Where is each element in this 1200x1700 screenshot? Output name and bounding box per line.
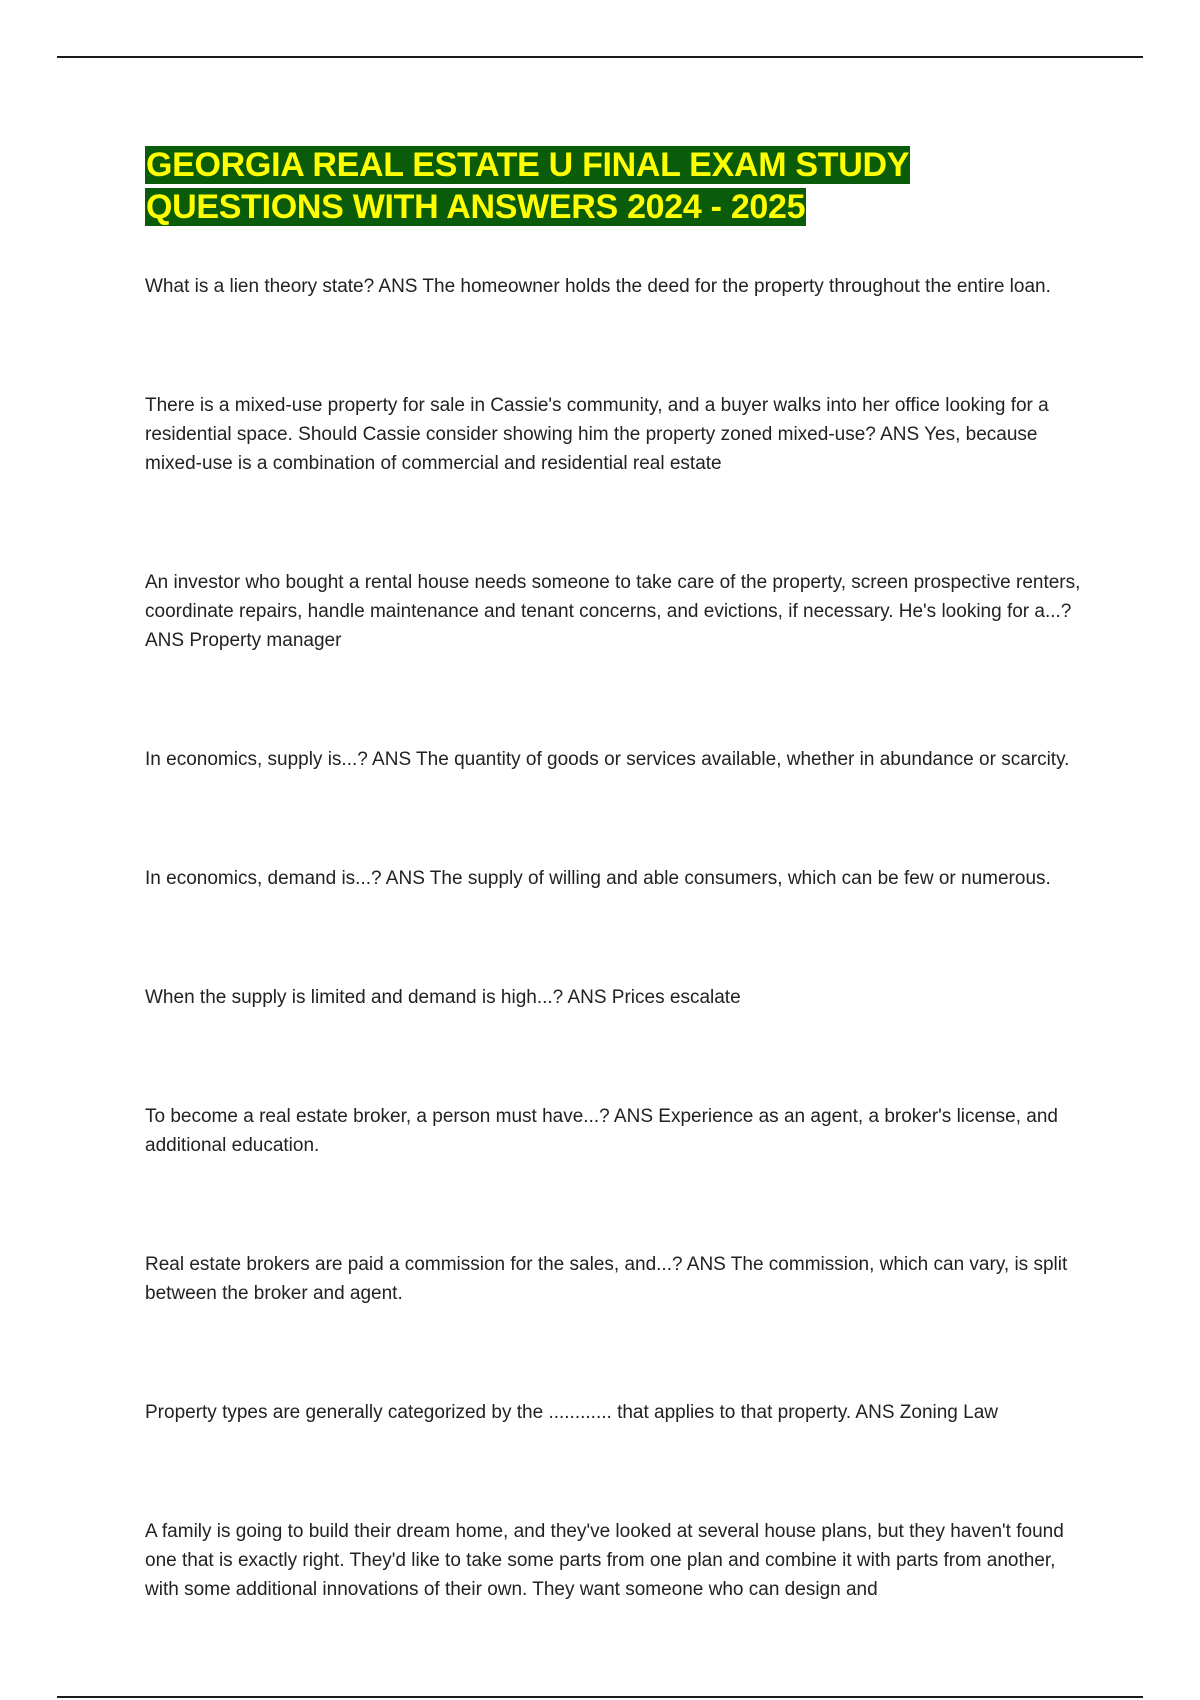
qa-item: An investor who bought a rental house needs someone to take care of the property, screen prospective renters, coordinate repairs, handle maintenance and tenant concerns, and evictions, if necessary. He's looking for a...? ANS Property manager bbox=[145, 572, 1081, 651]
qa-item: There is a mixed-use property for sale in Cassie's community, and a buyer walks into her office looking for a residential space. Should Cassie consider showing him the property zoned mixed-use? ANS Yes, because mixed-use is a combination of commercial and residential real estate bbox=[145, 395, 1049, 474]
qa-item: A family is going to build their dream home, and they've looked at several house plans, but they haven't found one that is exactly right. They'd like to take some parts from one plan and combine it with parts from another, with some additional innovations of their own. They want someone who can design and bbox=[145, 1521, 1064, 1600]
qa-item: To become a real estate broker, a person must have...? ANS Experience as an agent, a broker's license, and additional education. bbox=[145, 1106, 1058, 1156]
title-line-1: GEORGIA REAL ESTATE U FINAL EXAM STUDY bbox=[146, 146, 910, 184]
footer-rule bbox=[57, 1696, 1143, 1698]
document-title bbox=[145, 144, 1045, 228]
header-rule bbox=[57, 56, 1143, 58]
qa-item: In economics, demand is...? ANS The supply of willing and able consumers, which can be few or numerous. bbox=[145, 868, 1051, 889]
qa-item: Real estate brokers are paid a commission for the sales, and...? ANS The commission, which can vary, is split between the broker and agent. bbox=[145, 1254, 1068, 1304]
title-line-2: QUESTIONS WITH ANSWERS 2024 - 2025 bbox=[146, 188, 806, 226]
qa-item: Property types are generally categorized by the ............ that applies to that property. ANS Zoning Law bbox=[145, 1402, 998, 1423]
qa-item: When the supply is limited and demand is high...? ANS Prices escalate bbox=[145, 987, 741, 1008]
qa-item: What is a lien theory state? ANS The homeowner holds the deed for the property throughout the entire loan. bbox=[145, 276, 1051, 297]
qa-item: In economics, supply is...? ANS The quantity of goods or services available, whether in abundance or scarcity. bbox=[145, 749, 1070, 770]
question-answer-list bbox=[145, 272, 1085, 1604]
